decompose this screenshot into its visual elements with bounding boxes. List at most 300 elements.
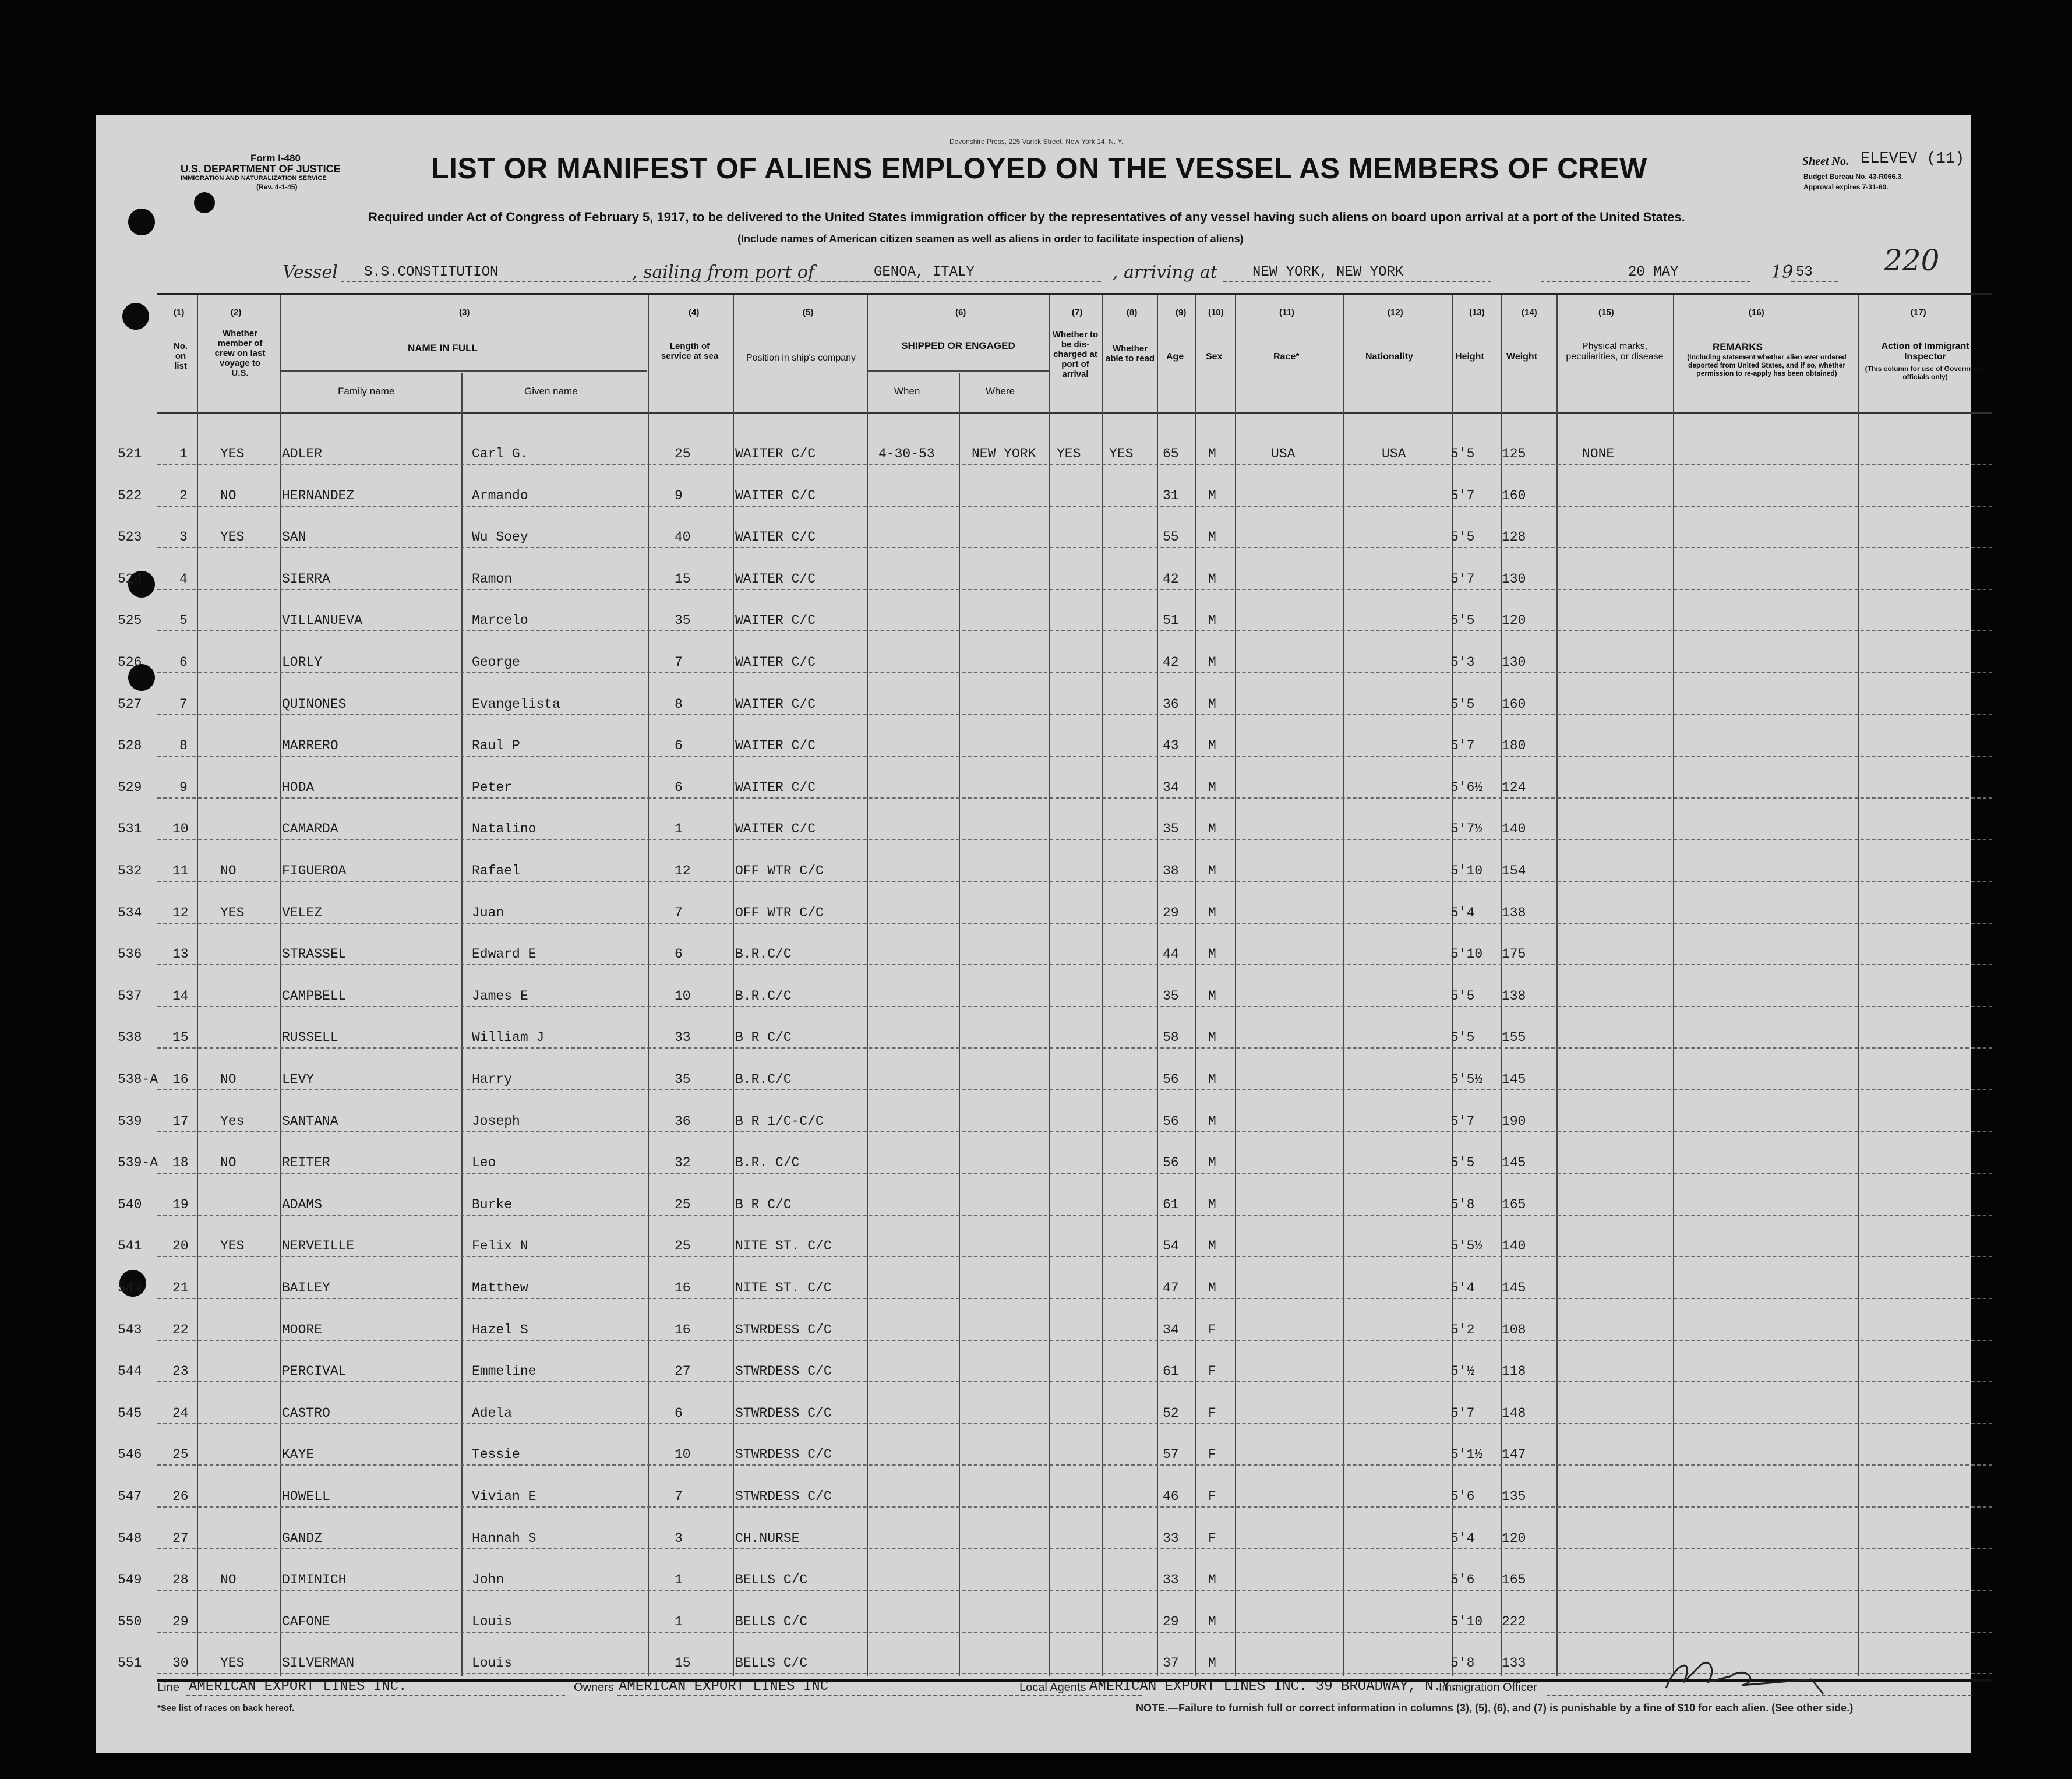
- position-cell: BELLS C/C: [735, 1656, 808, 1671]
- sex-cell: M: [1208, 655, 1216, 670]
- sex-cell: M: [1208, 1030, 1216, 1046]
- reference-number: 549: [118, 1572, 142, 1588]
- service-years-cell: 15: [675, 1656, 691, 1671]
- service-years-cell: 16: [675, 1280, 691, 1296]
- table-row: [0, 717, 2072, 758]
- given-name-cell: Joseph: [472, 1113, 520, 1129]
- height-cell: 5'5½: [1450, 1072, 1483, 1087]
- position-cell: CH.NURSE: [735, 1530, 800, 1546]
- sex-cell: M: [1208, 530, 1216, 545]
- year-prefix: 19: [1771, 262, 1794, 283]
- reference-number: 537: [118, 988, 142, 1004]
- list-number: 20: [172, 1238, 189, 1254]
- col-height: Height: [1455, 352, 1484, 362]
- sex-cell: M: [1208, 738, 1216, 754]
- age-cell: 46: [1163, 1489, 1179, 1504]
- service-years-cell: 6: [675, 947, 683, 962]
- list-number: 25: [172, 1447, 189, 1463]
- table-row: [0, 1593, 2072, 1634]
- service-years-cell: 12: [675, 863, 691, 878]
- height-cell: 5'5: [1450, 613, 1475, 629]
- table-row: [0, 1551, 2072, 1592]
- given-name-cell: Hazel S: [472, 1322, 528, 1337]
- vessel-label: Vessel: [283, 262, 338, 283]
- given-name-cell: George: [472, 655, 520, 670]
- previous-voyage-cell: NO: [220, 863, 237, 878]
- age-cell: 52: [1163, 1405, 1179, 1421]
- age-cell: 35: [1163, 821, 1179, 837]
- weight-cell: 120: [1502, 1530, 1526, 1546]
- weight-cell: 118: [1502, 1364, 1526, 1379]
- age-cell: 58: [1163, 1030, 1179, 1046]
- list-number: 18: [172, 1155, 189, 1171]
- service-years-cell: 1: [675, 1614, 683, 1629]
- family-name-cell: SILVERMAN: [282, 1656, 355, 1671]
- budget-bureau-number: Budget Bureau No. 43-R066.3.: [1803, 172, 1904, 181]
- table-row: [0, 550, 2072, 591]
- position-cell: WAITER C/C: [735, 446, 816, 461]
- position-cell: NITE ST. C/C: [735, 1238, 832, 1254]
- reference-number: 534: [118, 905, 142, 920]
- family-name-cell: VILLANUEVA: [282, 613, 363, 629]
- height-cell: 5'5: [1450, 696, 1475, 712]
- sex-cell: M: [1208, 571, 1216, 587]
- table-row: [0, 1051, 2072, 1092]
- sex-cell: F: [1208, 1405, 1216, 1421]
- approval-expiry: Approval expires 7-31-60.: [1803, 183, 1889, 191]
- col-sex: Sex: [1206, 352, 1223, 362]
- age-cell: 65: [1163, 446, 1179, 461]
- given-name-cell: Marcelo: [472, 613, 528, 629]
- position-cell: STWRDESS C/C: [735, 1322, 832, 1337]
- reference-number: 525: [118, 613, 142, 629]
- arrival-port: NEW YORK, NEW YORK: [1252, 264, 1404, 280]
- sex-cell: M: [1208, 988, 1216, 1004]
- position-cell: B.R.C/C: [735, 988, 792, 1004]
- owners-value: AMERICAN EXPORT LINES INC: [619, 1679, 829, 1695]
- family-name-cell: ADAMS: [282, 1196, 323, 1212]
- weight-cell: 160: [1502, 696, 1526, 712]
- weight-cell: 145: [1502, 1155, 1526, 1171]
- position-cell: WAITER C/C: [735, 821, 816, 837]
- age-cell: 61: [1163, 1364, 1179, 1379]
- able-to-read-cell: YES: [1109, 446, 1134, 461]
- table-row: [0, 1093, 2072, 1134]
- col-shipped-where: Where: [986, 386, 1015, 397]
- arriving-label: , arriving at: [1113, 262, 1217, 283]
- col-discharged: Whether to be dis-charged at port of arrival: [1052, 330, 1099, 379]
- service-years-cell: 16: [675, 1322, 691, 1337]
- table-row: [0, 759, 2072, 800]
- sex-cell: M: [1208, 1614, 1216, 1629]
- service-years-cell: 35: [675, 1072, 691, 1087]
- family-name-cell: VELEZ: [282, 905, 323, 920]
- physical-marks-cell: NONE: [1582, 446, 1615, 461]
- weight-cell: 138: [1502, 988, 1526, 1004]
- service-years-cell: 35: [675, 613, 691, 629]
- reference-number: 542: [118, 1280, 142, 1296]
- height-cell: 5'5: [1450, 530, 1475, 545]
- previous-voyage-cell: NO: [220, 488, 237, 503]
- age-cell: 44: [1163, 947, 1179, 962]
- given-name-cell: James E: [472, 988, 528, 1004]
- weight-cell: 160: [1502, 488, 1526, 503]
- table-row: [0, 1510, 2072, 1551]
- given-name-cell: Adela: [472, 1405, 513, 1421]
- weight-cell: 120: [1502, 613, 1526, 629]
- position-cell: B.R.C/C: [735, 947, 792, 962]
- family-name-cell: NERVEILLE: [282, 1238, 355, 1254]
- given-name-cell: Emmeline: [472, 1364, 536, 1379]
- age-cell: 56: [1163, 1072, 1179, 1087]
- department-name: U.S. DEPARTMENT OF JUSTICE: [181, 163, 341, 175]
- table-row: [0, 1259, 2072, 1300]
- discharged-cell: YES: [1057, 446, 1081, 461]
- previous-voyage-cell: YES: [220, 1656, 245, 1671]
- list-number: 13: [172, 947, 189, 962]
- service-years-cell: 33: [675, 1030, 691, 1046]
- sex-cell: M: [1208, 1196, 1216, 1212]
- height-cell: 5'10: [1450, 863, 1483, 878]
- list-number: 8: [179, 738, 188, 754]
- age-cell: 56: [1163, 1155, 1179, 1171]
- position-cell: B R 1/C-C/C: [735, 1113, 824, 1129]
- list-number: 19: [172, 1196, 189, 1212]
- family-name-cell: HOWELL: [282, 1489, 330, 1504]
- given-name-cell: Edward E: [472, 947, 536, 962]
- service-years-cell: 25: [675, 1196, 691, 1212]
- family-name-cell: FIGUEROA: [282, 863, 347, 878]
- service-years-cell: 10: [675, 1447, 691, 1463]
- age-cell: 47: [1163, 1280, 1179, 1296]
- given-name-cell: Peter: [472, 779, 513, 795]
- age-cell: 29: [1163, 1614, 1179, 1629]
- sex-cell: M: [1208, 1113, 1216, 1129]
- height-cell: 5'7: [1450, 488, 1475, 503]
- sex-cell: F: [1208, 1364, 1216, 1379]
- reference-number: 539-A: [118, 1155, 158, 1171]
- list-number: 2: [179, 488, 188, 503]
- height-cell: 5'7½: [1450, 821, 1483, 837]
- sex-cell: M: [1208, 613, 1216, 629]
- col-physical-marks: Physical marks, peculiarities, or disease: [1566, 341, 1664, 362]
- sex-cell: M: [1208, 1238, 1216, 1254]
- height-cell: 5'6: [1450, 1489, 1475, 1504]
- reference-number: 544: [118, 1364, 142, 1379]
- table-row: [0, 1385, 2072, 1425]
- weight-cell: 124: [1502, 779, 1526, 795]
- given-name-cell: Leo: [472, 1155, 496, 1171]
- age-cell: 61: [1163, 1196, 1179, 1212]
- given-name-cell: Armando: [472, 488, 528, 503]
- list-number: 5: [179, 613, 188, 629]
- weight-cell: 145: [1502, 1072, 1526, 1087]
- height-cell: 5'5: [1450, 1155, 1475, 1171]
- family-name-cell: SANTANA: [282, 1113, 338, 1129]
- form-number: Form I-480: [250, 153, 301, 164]
- list-number: 10: [172, 821, 189, 837]
- age-cell: 29: [1163, 905, 1179, 920]
- weight-cell: 155: [1502, 1030, 1526, 1046]
- races-note: *See list of races on back hereof.: [157, 1703, 295, 1713]
- position-cell: WAITER C/C: [735, 738, 816, 754]
- previous-voyage-cell: YES: [220, 1238, 245, 1254]
- agents-label: Local Agents: [1019, 1681, 1086, 1694]
- position-cell: B.R.C/C: [735, 1072, 792, 1087]
- position-cell: BELLS C/C: [735, 1614, 808, 1629]
- table-row: [0, 1217, 2072, 1258]
- sex-cell: M: [1208, 446, 1216, 461]
- given-name-cell: Ramon: [472, 571, 513, 587]
- family-name-cell: PERCIVAL: [282, 1364, 347, 1379]
- height-cell: 5'6½: [1450, 779, 1483, 795]
- age-cell: 43: [1163, 738, 1179, 754]
- list-number: 11: [172, 863, 189, 878]
- age-cell: 33: [1163, 1572, 1179, 1588]
- subtitle-note: (Include names of American citizen seamen as well as aliens in order to facilitate inspection of aliens): [737, 233, 1244, 245]
- table-row: [0, 1468, 2072, 1509]
- age-cell: 54: [1163, 1238, 1179, 1254]
- sex-cell: M: [1208, 1155, 1216, 1171]
- service-years-cell: 15: [675, 571, 691, 587]
- table-row: [0, 676, 2072, 716]
- position-cell: STWRDESS C/C: [735, 1447, 832, 1463]
- height-cell: 5'7: [1450, 738, 1475, 754]
- col-position: Position in ship's company: [746, 353, 856, 363]
- arrival-year: 53: [1796, 264, 1813, 280]
- col-length-of-service: Length of service at sea: [661, 341, 719, 361]
- reference-number: 528: [118, 738, 142, 754]
- height-cell: 5'3: [1450, 655, 1475, 670]
- shipped-where-cell: NEW YORK: [972, 446, 1036, 461]
- footer: [157, 1678, 1992, 1713]
- weight-cell: 165: [1502, 1572, 1526, 1588]
- position-cell: WAITER C/C: [735, 655, 816, 670]
- height-cell: 5'10: [1450, 1614, 1483, 1629]
- family-name-cell: REITER: [282, 1155, 330, 1171]
- service-years-cell: 7: [675, 655, 683, 670]
- sex-cell: F: [1208, 1489, 1216, 1504]
- sex-cell: M: [1208, 488, 1216, 503]
- col-inspector-note: (This column for use of Government officials only): [1865, 365, 1986, 381]
- weight-cell: 140: [1502, 821, 1526, 837]
- nationality-cell: USA: [1382, 446, 1406, 461]
- list-number: 27: [172, 1530, 189, 1546]
- family-name-cell: LORLY: [282, 655, 323, 670]
- arrival-date: 20 MAY: [1628, 264, 1679, 280]
- table-row: [0, 634, 2072, 675]
- age-cell: 34: [1163, 779, 1179, 795]
- table-row: [0, 1009, 2072, 1050]
- punch-hole: [122, 303, 149, 330]
- penalty-note: NOTE.—Failure to furnish full or correct information in columns (3), (5), (6), and (7) is punishable by a fine of $10 for each alien. (See other side.): [1136, 1702, 1854, 1714]
- punch-hole: [194, 192, 215, 213]
- service-years-cell: 7: [675, 905, 683, 920]
- reference-number: 543: [118, 1322, 142, 1337]
- family-name-cell: STRASSEL: [282, 947, 347, 962]
- reference-number: 523: [118, 530, 142, 545]
- height-cell: 5'7: [1450, 571, 1475, 587]
- family-name-cell: RUSSELL: [282, 1030, 338, 1046]
- departure-port: GENOA, ITALY: [874, 264, 975, 280]
- sex-cell: M: [1208, 947, 1216, 962]
- weight-cell: 175: [1502, 947, 1526, 962]
- position-cell: BELLS C/C: [735, 1572, 808, 1588]
- service-years-cell: 6: [675, 1405, 683, 1421]
- table-row: [0, 467, 2072, 508]
- family-name-cell: DIMINICH: [282, 1572, 347, 1588]
- position-cell: STWRDESS C/C: [735, 1405, 832, 1421]
- previous-voyage-cell: YES: [220, 905, 245, 920]
- weight-cell: 130: [1502, 655, 1526, 670]
- position-cell: WAITER C/C: [735, 779, 816, 795]
- reference-number: 550: [118, 1614, 142, 1629]
- col-age: Age: [1166, 352, 1184, 362]
- col-given-name: Given name: [524, 386, 578, 397]
- list-number: 14: [172, 988, 189, 1004]
- previous-voyage-cell: Yes: [220, 1113, 245, 1129]
- weight-cell: 222: [1502, 1614, 1526, 1629]
- sex-cell: M: [1208, 696, 1216, 712]
- immigration-officer-label: Immigration Officer: [1439, 1681, 1537, 1694]
- position-cell: WAITER C/C: [735, 488, 816, 503]
- height-cell: 5'10: [1450, 947, 1483, 962]
- weight-cell: 148: [1502, 1405, 1526, 1421]
- column-number-row: (1) (2) (3) (4) (5) (6) (7) (8) (9) (10) (11) (12) (13) (14) (15) (16) (17): [174, 308, 1926, 317]
- family-name-cell: CAMARDA: [282, 821, 338, 837]
- previous-voyage-cell: NO: [220, 1155, 237, 1171]
- given-name-cell: Felix N: [472, 1238, 528, 1254]
- reference-number: 531: [118, 821, 142, 837]
- list-number: 29: [172, 1614, 189, 1629]
- given-name-cell: John: [472, 1572, 504, 1588]
- age-cell: 38: [1163, 863, 1179, 878]
- previous-voyage-cell: NO: [220, 1072, 237, 1087]
- given-name-cell: Raul P: [472, 738, 520, 754]
- weight-cell: 130: [1502, 571, 1526, 587]
- given-name-cell: Matthew: [472, 1280, 528, 1296]
- position-cell: STWRDESS C/C: [735, 1364, 832, 1379]
- height-cell: 5'4: [1450, 1280, 1475, 1296]
- sailing-label: , sailing from port of: [632, 262, 815, 283]
- sex-cell: F: [1208, 1447, 1216, 1463]
- line-label: Line: [157, 1681, 179, 1694]
- height-cell: 5'8: [1450, 1196, 1475, 1212]
- printer-imprint: Devonshire Press, 225 Varick Street, New York 14, N. Y.: [949, 137, 1124, 146]
- table-row: [0, 1301, 2072, 1342]
- voyage-line: [283, 261, 1966, 284]
- height-cell: 5'5: [1450, 446, 1475, 461]
- col-name-in-full: NAME IN FULL: [408, 343, 478, 354]
- col-family-name: Family name: [338, 386, 395, 397]
- service-years-cell: 8: [675, 696, 683, 712]
- list-number: 30: [172, 1656, 189, 1671]
- height-cell: 5'5: [1450, 1030, 1475, 1046]
- height-cell: 5'2: [1450, 1322, 1475, 1337]
- col-inspector-action: Action of Immigrant Inspector: [1881, 341, 1969, 362]
- given-name-cell: Natalino: [472, 821, 536, 837]
- age-cell: 42: [1163, 571, 1179, 587]
- list-number: 24: [172, 1405, 189, 1421]
- position-cell: OFF WTR C/C: [735, 863, 824, 878]
- weight-cell: 135: [1502, 1489, 1526, 1504]
- reference-number: 541: [118, 1238, 142, 1254]
- list-number: 3: [179, 530, 188, 545]
- punch-hole: [128, 209, 155, 235]
- position-cell: B.R. C/C: [735, 1155, 800, 1171]
- list-number: 23: [172, 1364, 189, 1379]
- sex-cell: M: [1208, 1280, 1216, 1296]
- height-cell: 5'4: [1450, 905, 1475, 920]
- service-years-cell: 40: [675, 530, 691, 545]
- weight-cell: 125: [1502, 446, 1526, 461]
- height-cell: 5'6: [1450, 1572, 1475, 1588]
- given-name-cell: Evangelista: [472, 696, 560, 712]
- height-cell: 5'5½: [1450, 1238, 1483, 1254]
- reference-number: 539: [118, 1113, 142, 1129]
- reference-number: 538-A: [118, 1072, 158, 1087]
- given-name-cell: Tessie: [472, 1447, 520, 1463]
- family-name-cell: MARRERO: [282, 738, 338, 754]
- previous-voyage-cell: NO: [220, 1572, 237, 1588]
- height-cell: 5'½: [1450, 1364, 1475, 1379]
- table-row: [0, 509, 2072, 549]
- service-years-cell: 7: [675, 1489, 683, 1504]
- reference-number: 546: [118, 1447, 142, 1463]
- family-name-cell: KAYE: [282, 1447, 315, 1463]
- given-name-cell: Louis: [472, 1614, 513, 1629]
- weight-cell: 154: [1502, 863, 1526, 878]
- family-name-cell: HODA: [282, 779, 315, 795]
- page-title: LIST OR MANIFEST OF ALIENS EMPLOYED ON THE VESSEL AS MEMBERS OF CREW: [431, 152, 1647, 185]
- given-name-cell: Harry: [472, 1072, 513, 1087]
- table-row: [0, 800, 2072, 841]
- height-cell: 5'1½: [1450, 1447, 1483, 1463]
- line-value: AMERICAN EXPORT LINES INC.: [189, 1679, 407, 1695]
- service-years-cell: 36: [675, 1113, 691, 1129]
- list-number: 21: [172, 1280, 189, 1296]
- reference-number: 526: [118, 655, 142, 670]
- table-row: [0, 1176, 2072, 1217]
- given-name-cell: William J: [472, 1030, 545, 1046]
- position-cell: WAITER C/C: [735, 571, 816, 587]
- given-name-cell: Hannah S: [472, 1530, 536, 1546]
- position-cell: WAITER C/C: [735, 530, 816, 545]
- age-cell: 42: [1163, 655, 1179, 670]
- list-number: 1: [179, 446, 188, 461]
- subtitle: Required under Act of Congress of February 5, 1917, to be delivered to the United States immigration officer by the representatives of any vessel having such aliens on board upon arrival at a port of the United States.: [368, 210, 1685, 224]
- sex-cell: M: [1208, 1656, 1216, 1671]
- service-name: IMMIGRATION AND NATURALIZATION SERVICE: [181, 175, 327, 182]
- family-name-cell: MOORE: [282, 1322, 323, 1337]
- family-name-cell: HERNANDEZ: [282, 488, 355, 503]
- age-cell: 36: [1163, 696, 1179, 712]
- reference-number: 536: [118, 947, 142, 962]
- reference-number: 527: [118, 696, 142, 712]
- position-cell: NITE ST. C/C: [735, 1280, 832, 1296]
- sex-cell: M: [1208, 1072, 1216, 1087]
- age-cell: 31: [1163, 488, 1179, 503]
- vessel-name: S.S.CONSTITUTION: [364, 264, 499, 280]
- service-years-cell: 10: [675, 988, 691, 1004]
- service-years-cell: 6: [675, 738, 683, 754]
- position-cell: OFF WTR C/C: [735, 905, 824, 920]
- weight-cell: 147: [1502, 1447, 1526, 1463]
- col-previous-voyage: Whether member of crew on last voyage to U.S.: [214, 329, 266, 378]
- reference-number: 521: [118, 446, 142, 461]
- family-name-cell: SIERRA: [282, 571, 330, 587]
- shipped-when-cell: 4-30-53: [878, 446, 935, 461]
